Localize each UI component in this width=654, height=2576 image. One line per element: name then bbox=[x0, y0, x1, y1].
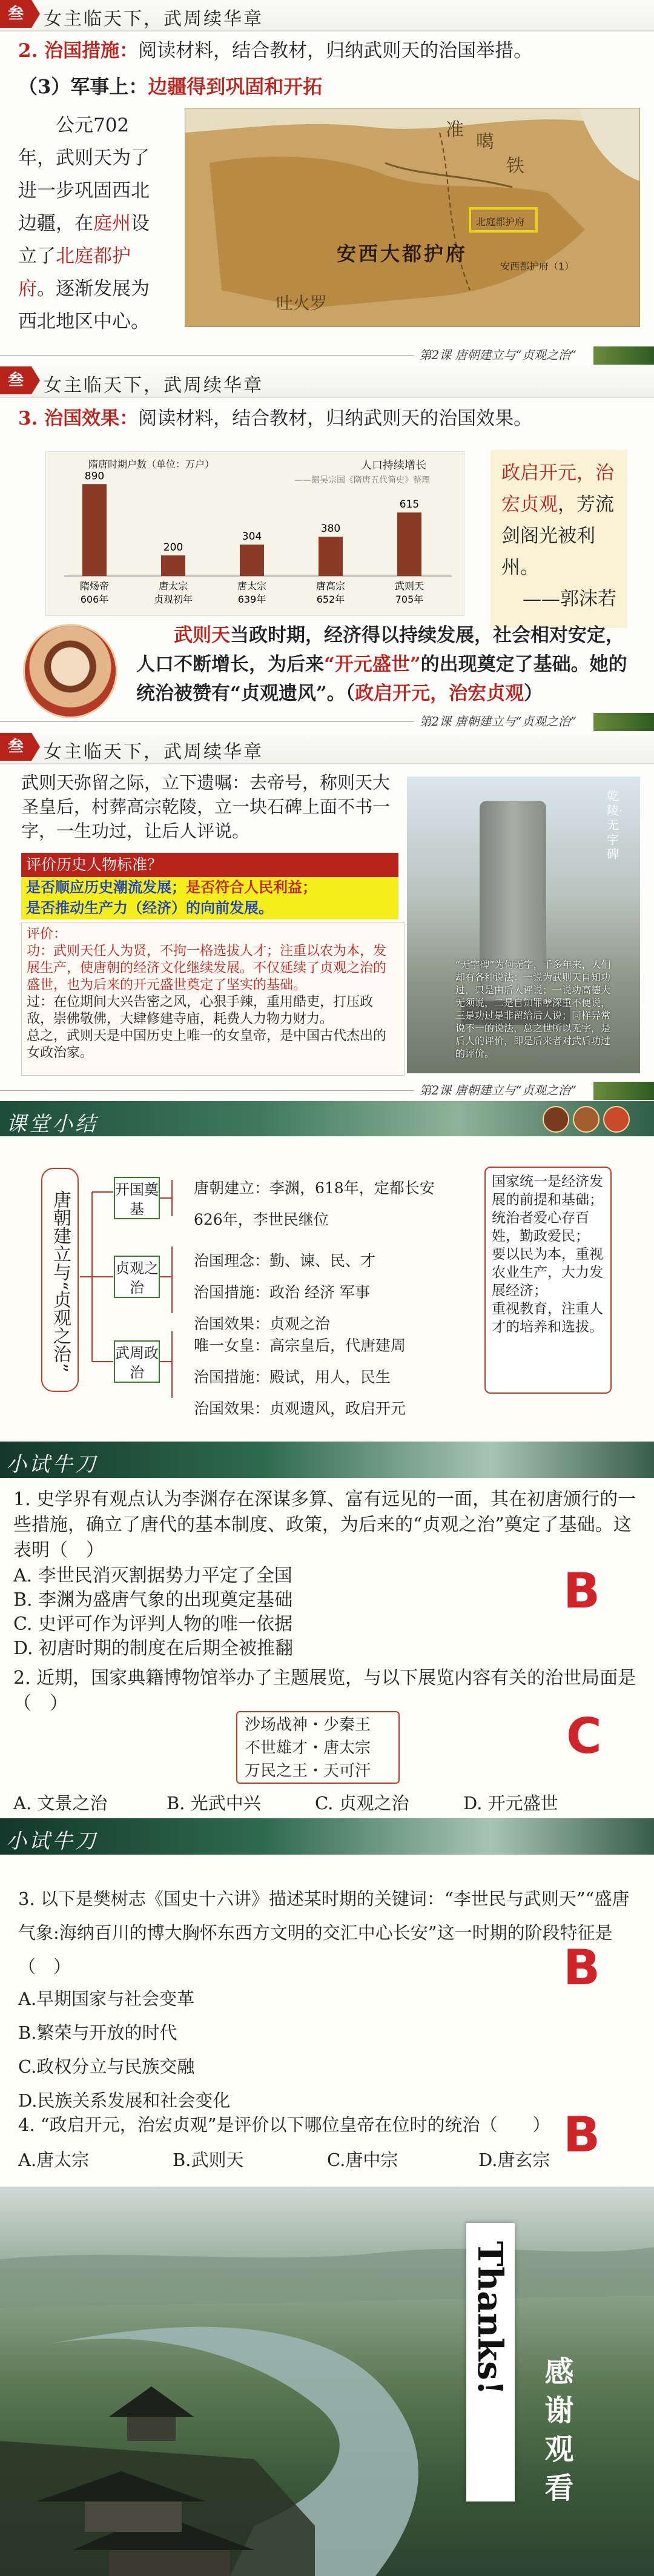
category-sublabel: 606年 bbox=[80, 594, 109, 605]
bar-value-label: 890 bbox=[84, 470, 105, 483]
intro-text: 武则天弥留之际，立下遗嘱：去帝号，称则天大圣皇后，村葬高宗乾陵，立一块石碑上面不书一字，一生功过，让后人评说。 bbox=[21, 772, 391, 841]
category-sublabel: 贞观初年 bbox=[153, 594, 193, 605]
q3-options bbox=[18, 1982, 230, 2117]
summary-item: 唯一女皇：高宗皇后，代唐建周 bbox=[194, 1337, 406, 1354]
slide-title: 女主临天下，武周续华章 bbox=[44, 741, 263, 763]
map-graphic bbox=[185, 108, 639, 326]
slide-effects bbox=[0, 366, 654, 733]
slide-evaluation bbox=[0, 733, 654, 1101]
summary-item: 治国效果：贞观遗风，政启开元 bbox=[194, 1400, 406, 1417]
summary-item: 治国措施：政治 经济 军事 bbox=[194, 1283, 370, 1301]
q3-option: C.政权分立与民族交融 bbox=[18, 2056, 195, 2077]
group-label-wuzhou: 武周政治 bbox=[114, 1340, 160, 1383]
q4-option: C.唐中宗 bbox=[327, 2150, 398, 2170]
bar bbox=[161, 555, 185, 576]
q1-options bbox=[13, 1564, 293, 1661]
slide-thanks bbox=[0, 2187, 654, 2576]
group3-items bbox=[194, 1330, 406, 1425]
category-label: 唐太宗 bbox=[237, 580, 267, 592]
section-heading: 2. 治国措施：阅读材料，结合教材，归纳武则天的治国举措。 bbox=[18, 40, 533, 62]
category-label: 唐高宗 bbox=[315, 580, 346, 592]
slide-footer: 第2课 唐朝建立与“贞观之治” bbox=[0, 1079, 654, 1101]
category-sublabel: 639年 bbox=[237, 594, 266, 605]
q3-answer: B bbox=[563, 1939, 600, 1996]
slide-footer: 第2课 唐朝建立与“贞观之治” bbox=[0, 344, 654, 366]
group1-items bbox=[194, 1173, 435, 1236]
category-label: 唐太宗 bbox=[158, 580, 188, 592]
summary-notes bbox=[484, 1167, 612, 1394]
bar bbox=[82, 484, 107, 576]
note-item: 要以民为本，重视农业生产，大力发展经济； bbox=[492, 1247, 603, 1299]
summary-item: 治国措施：殿试，用人，民生 bbox=[194, 1368, 391, 1386]
section-tag: 叁 bbox=[0, 0, 31, 28]
q1-option: A. 李世民消灭割据势力平定了全国 bbox=[13, 1565, 292, 1586]
summary-vertical-title: 唐朝建立与“贞观之治” bbox=[41, 1168, 79, 1392]
wu-zetian-portrait bbox=[23, 624, 117, 718]
slide-quiz-1 bbox=[0, 1442, 654, 1818]
sub-heading: （3）军事上：边疆得到巩固和开拓 bbox=[18, 75, 323, 98]
slide-military bbox=[0, 0, 654, 366]
bar bbox=[319, 537, 343, 576]
map-label: 噶 bbox=[476, 131, 494, 153]
section-heading: 3. 治国效果：阅读材料，结合教材，归纳武则天的治国效果。 bbox=[18, 408, 533, 429]
map-label-beiting: 北庭都护府 bbox=[476, 216, 525, 228]
slide-title: 女主临天下，武周续华章 bbox=[44, 375, 263, 396]
bar-value-label: 380 bbox=[320, 523, 341, 535]
bar-chart-svg bbox=[46, 452, 464, 615]
group2-items bbox=[194, 1245, 375, 1340]
bar bbox=[240, 545, 264, 576]
thanks-banner bbox=[466, 2223, 515, 2502]
note-item: 重视教育，注重人才的培养和选拔。 bbox=[492, 1301, 603, 1335]
q4-answer: B bbox=[563, 2107, 600, 2163]
note-item: 统治者爱心存百姓，勤政爱民； bbox=[492, 1210, 589, 1244]
question-4: 4. “政启开元，治宏贞观”是评价以下哪位皇帝在位时的统治（ ） bbox=[18, 2114, 550, 2135]
category-label: 隋炀帝 bbox=[79, 580, 110, 592]
q4-option: B.武则天 bbox=[173, 2150, 244, 2170]
map-label: 安西都护府（1） bbox=[500, 260, 575, 272]
q2-answer: C bbox=[566, 1708, 602, 1764]
q2-option: C. 贞观之治 bbox=[315, 1793, 409, 1813]
summary-text: 武则天当政时期，经济得以持续发展，社会相对安定，人口不断增长，为后来“开元盛世”的出现奠定了基础。她的统治被赞有“贞观遗风”。（政启开元，治宏贞观） bbox=[136, 624, 627, 704]
criteria-box: 是否顺应历史潮流发展；是否符合人民利益； 是否推动生产力（经济）的向前发展。 bbox=[21, 877, 398, 919]
q2-option: B. 光武中兴 bbox=[167, 1793, 261, 1813]
question-2: 2. 近期，国家典籍博物馆举办了主题展览，与以下展览内容有关的治世局面是（ ） bbox=[13, 1667, 636, 1714]
quiz-heading: 小试牛刀 bbox=[6, 1829, 98, 1853]
q3-option: D.民族关系发展和社会变化 bbox=[18, 2090, 231, 2111]
bar-value-label: 615 bbox=[399, 498, 420, 511]
bracket-lines bbox=[80, 1156, 116, 1398]
q3-option: A.早期国家与社会变革 bbox=[18, 1988, 195, 2009]
section-tag: 叁 bbox=[0, 733, 31, 761]
evaluation-box: 评价： 功：武则天任人为贤，不拘一格选拔人才；注重以农为本，发展生产，使唐朝的经济文化继续发展。不仅延续了贞观之治的盛世，也为后来的开元盛世奠定了坚实的基础。 过：在位期间大兴告密之风，心狠手辣，重用酷吏，打压政敌，崇佛敬佛，大肆修建寺庙，耗费人力物力财力。 总之，武则天是中国历史上唯一的女皇帝，是中国古代杰出的女政治家。 bbox=[21, 922, 405, 1076]
map-label: 铁 bbox=[506, 156, 524, 177]
quote-author: ——郭沫若 bbox=[523, 588, 616, 610]
category-label: 武则天 bbox=[394, 580, 424, 592]
slide-header bbox=[0, 366, 654, 398]
map-label: 准 bbox=[446, 119, 464, 141]
q2-option: D. 开元盛世 bbox=[463, 1793, 558, 1813]
summary-item: 626年，李世民继位 bbox=[194, 1211, 329, 1228]
slide-summary bbox=[0, 1101, 654, 1442]
group-brackets bbox=[160, 1156, 196, 1410]
photo-text: “无字碑”为何无字，千多年来，人们却有各种说法：一说为武则天自知功过，只是由后人评说；一说功高德大无须说，二是自知罪孽深重不便说，三是功过是非留给后人说；同样异常说不一的说法，总之世所以无字，是后人的评价，即是后来者对武后功过的评价。 bbox=[455, 959, 611, 1059]
quiz-heading-bar bbox=[0, 1442, 654, 1478]
slide-header bbox=[0, 733, 654, 764]
q4-option: D.唐玄宗 bbox=[478, 2150, 550, 2170]
slide-footer: 第2课 唐朝建立与“贞观之治” bbox=[0, 710, 654, 732]
quiz-heading-bar bbox=[0, 1818, 654, 1855]
q1-answer: B bbox=[563, 1563, 600, 1619]
summary-item: 治国效果：贞观之治 bbox=[194, 1315, 331, 1333]
category-sublabel: 705年 bbox=[395, 594, 424, 605]
question-1: 1. 史学界有观点认为李渊存在深谋多算、富有远见的一面，其在初唐颁行的一些措施，确立了唐代的基本制度、政策，为后来的“贞观之治”奠定了基础。这表明（ ） bbox=[13, 1489, 636, 1561]
chart-title: 隋唐时期户数（单位：万户） bbox=[88, 459, 215, 470]
summary-item: 唐朝建立：李渊，618年，定都长安 bbox=[194, 1179, 435, 1197]
criteria-question: 评价历史人物标准？ bbox=[21, 853, 398, 877]
thanks-english: Thanks! bbox=[470, 2241, 510, 2396]
group-label-zhenguan: 贞观之治 bbox=[114, 1256, 160, 1298]
q1-option: D. 初唐时期的制度在后期全被推翻 bbox=[13, 1638, 294, 1659]
section-tag: 叁 bbox=[0, 366, 31, 394]
slide-quiz-2 bbox=[0, 1818, 654, 2187]
q2-option: A. 文景之治 bbox=[13, 1793, 108, 1813]
q3-option: B.繁荣与开放的时代 bbox=[18, 2022, 177, 2043]
q4-option: A.唐太宗 bbox=[18, 2150, 90, 2170]
bar bbox=[397, 512, 421, 576]
category-sublabel: 652年 bbox=[316, 594, 345, 605]
tang-map bbox=[185, 108, 640, 327]
summary-heading: 课堂小结 bbox=[6, 1112, 98, 1136]
exhibit-box: 沙场战神・少秦王 不世雄才・唐太宗 万民之王・天可汗 bbox=[236, 1711, 400, 1784]
photo-caption: 乾陵·无字碑 bbox=[607, 789, 623, 861]
bar-value-label: 304 bbox=[242, 531, 262, 543]
slide-header bbox=[0, 0, 654, 31]
stele-photo bbox=[407, 776, 640, 1073]
summary-heading-bar bbox=[0, 1101, 654, 1136]
quote-box: 政启开元，治宏贞观，芳流剑阁光被利州。 ——郭沫若 bbox=[490, 450, 627, 628]
quiz-heading: 小试牛刀 bbox=[6, 1452, 98, 1477]
q1-option: C. 史评可作为评判人物的唯一依据 bbox=[13, 1614, 292, 1635]
map-label: 吐火罗 bbox=[276, 293, 328, 313]
thanks-chinese: 感谢观看 bbox=[540, 2356, 573, 2511]
military-paragraph: 公元702年，武则天为了进一步巩固西北边疆，在庭州设立了北庭都护府。逐渐发展为西北地区中心。 bbox=[18, 114, 150, 333]
map-label-anxi: 安西大都护府 bbox=[337, 242, 468, 265]
group-label-founding: 开国奠基 bbox=[114, 1177, 160, 1219]
households-chart bbox=[45, 451, 464, 616]
note-item: 国家统一是经济发展的前提和基础； bbox=[492, 1174, 603, 1208]
bar-value-label: 200 bbox=[163, 541, 183, 554]
chart-subtitle: 人口持续增长 bbox=[361, 459, 426, 472]
chart-source: ——据吴宗国《隋唐五代简史》整理 bbox=[294, 475, 430, 485]
summary-item: 治国理念：勤、谏、民、才 bbox=[194, 1252, 376, 1270]
q1-option: B. 李渊为盛唐气象的出现奠定基础 bbox=[13, 1589, 293, 1611]
slide-title: 女主临天下，武周续华章 bbox=[44, 8, 263, 30]
question-3: 3. 以下是樊树志《国史十六讲》描述某时期的关键词：“李世民与武则天”“盛唐气象:海纳百川的博大胸怀东西方文明的交汇中心长安”这一时期的阶段特征是（ ） bbox=[18, 1889, 630, 1977]
